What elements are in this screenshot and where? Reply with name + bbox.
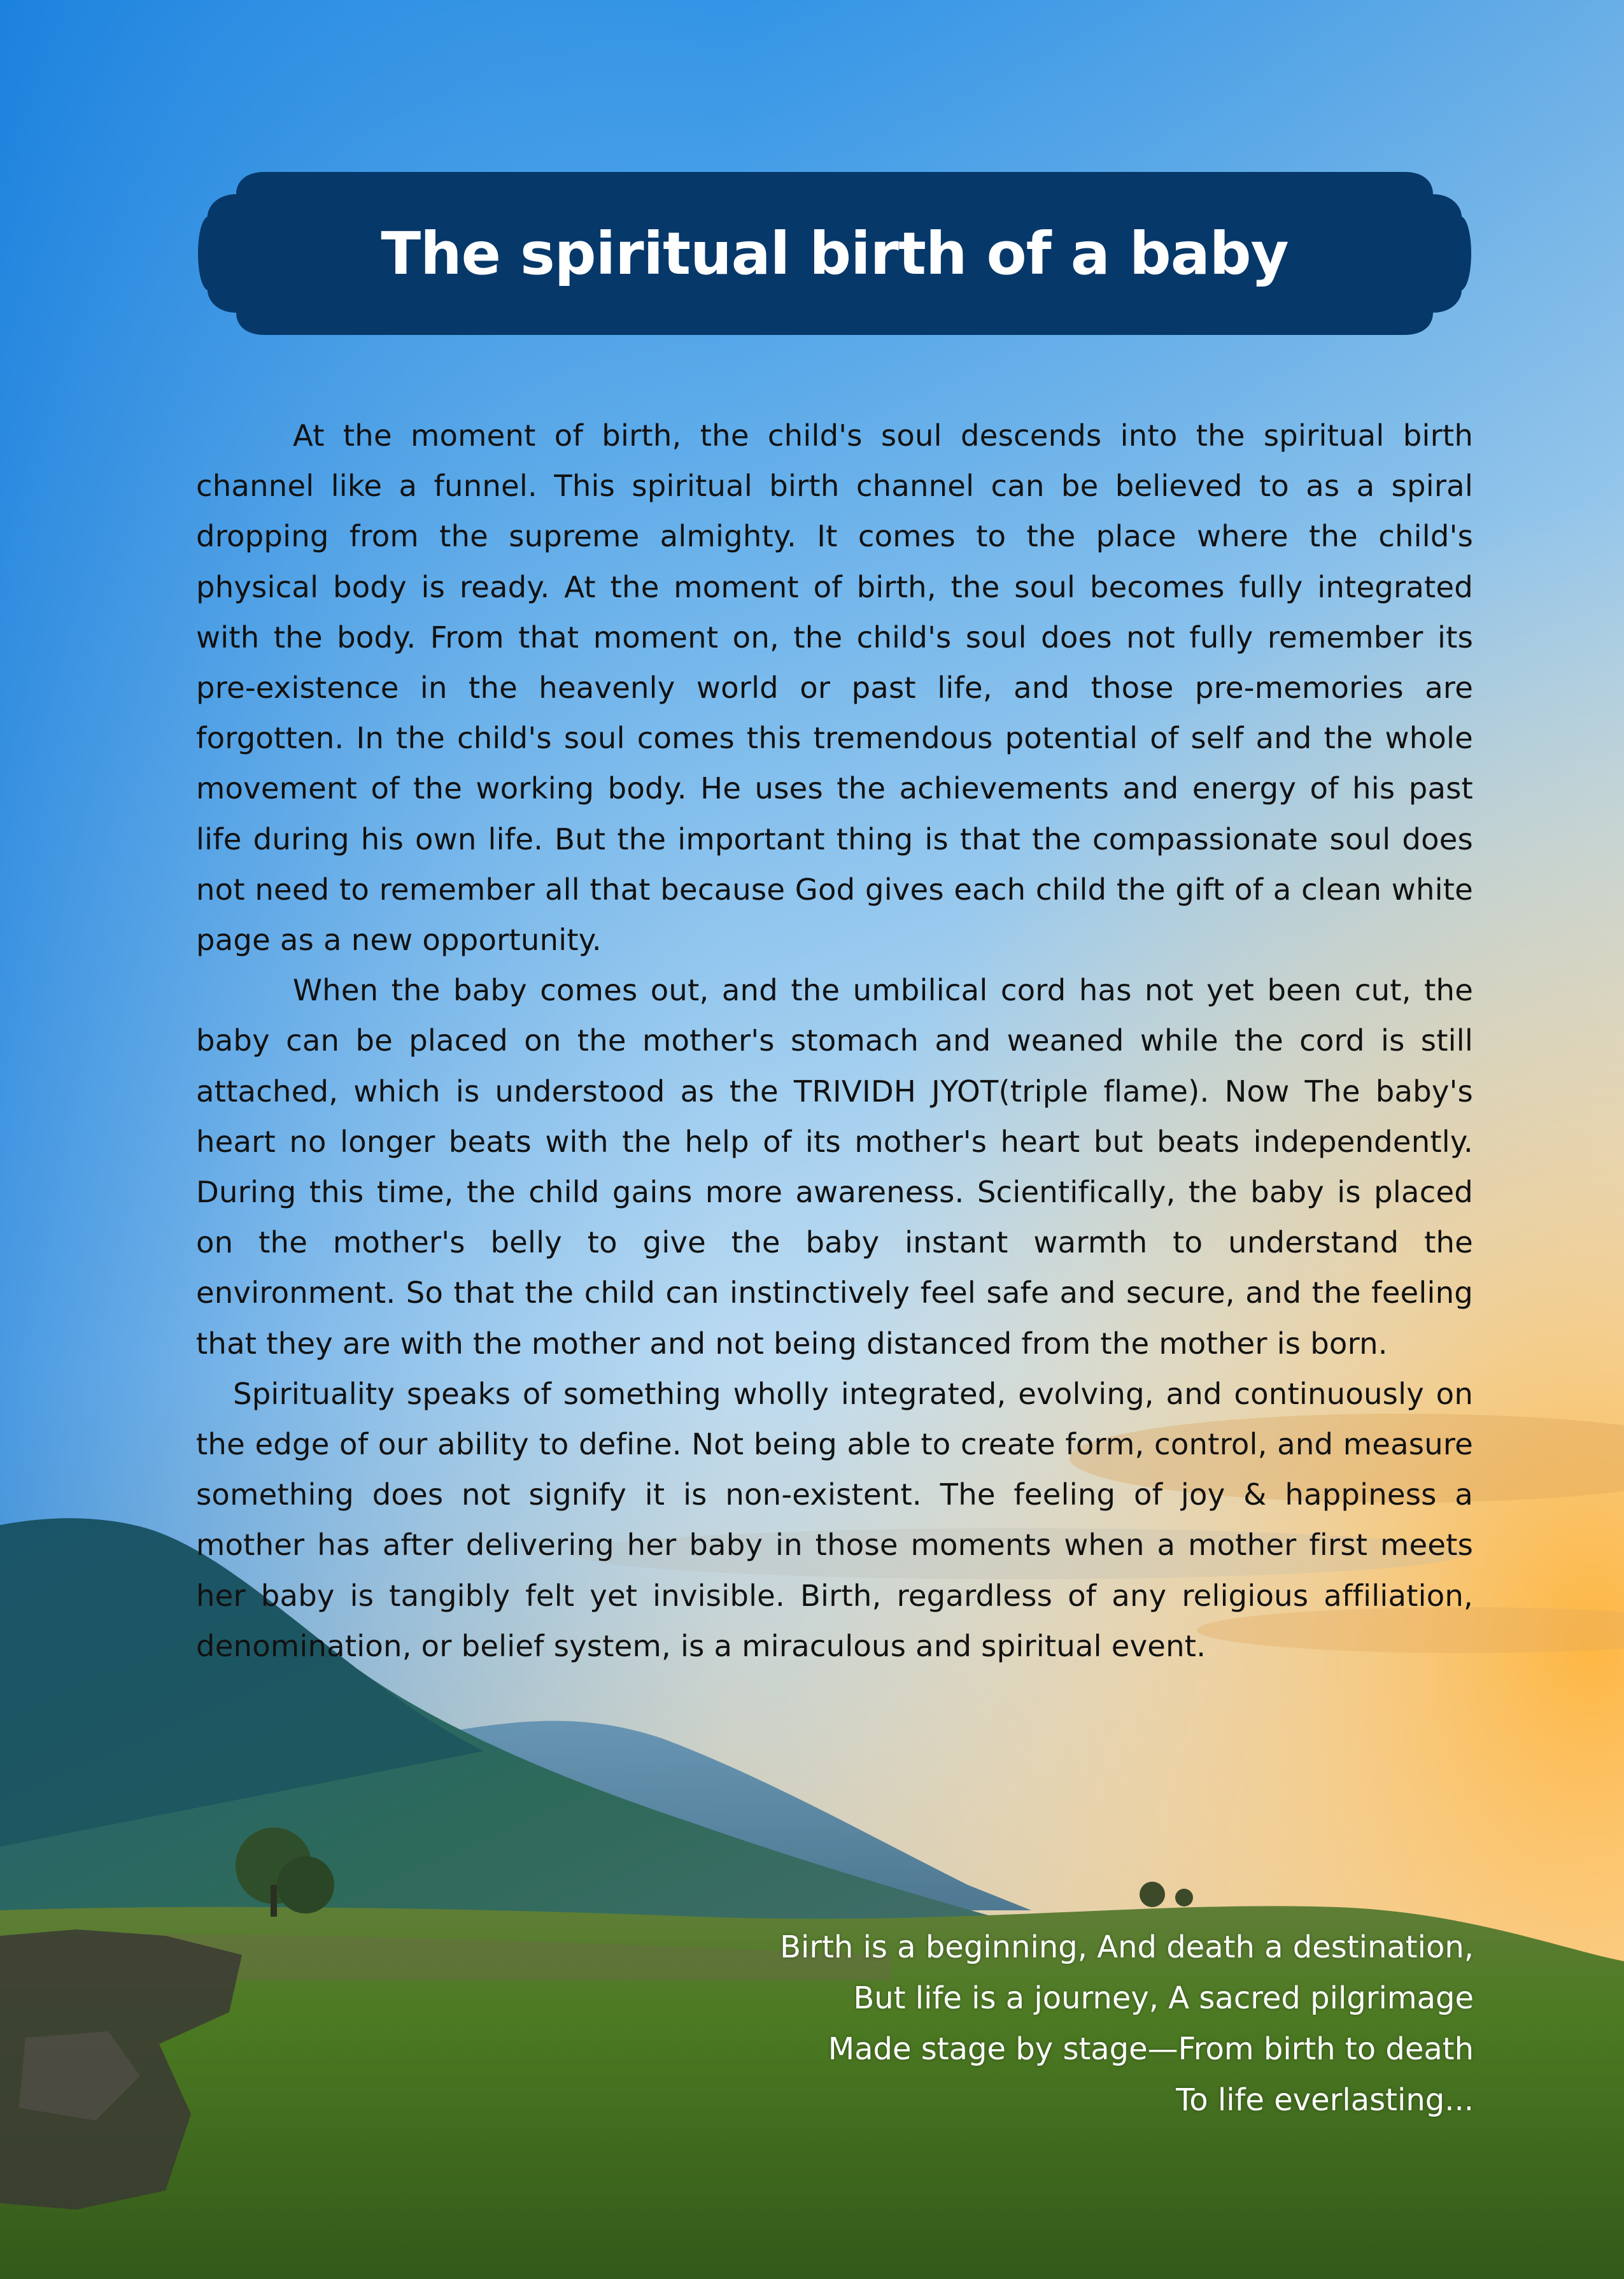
paragraph-soul-descends: At the moment of birth, the child's soul descends into the spiritual birth channel like a funnel. This spiritual birth channel can be believed to as a spiral dropping from the supreme almighty. It comes to the place where the child's physical body is ready. At the moment of birth, the soul becomes fully integrated with the body. From that moment on, the child's soul does not fully remember its pre-existence in the heavenly world or past life, and those pre-memories are forgotten. In the child's soul comes this tremendous potential of self and the whole movement of the working body. He uses the achievements and energy of his past life during his own life. But the important thing is that the compassionate soul does not need to remember all that because God gives each child the gift of a clean white page as a new opportunity. [196, 418, 1473, 958]
paragraph-umbilical-cord: When the baby comes out, and the umbilical cord has not yet been cut, the baby can be placed on the mother's stomach and weaned while the cord is still attached, which is understood as the TRIVIDH JYOT(triple flame). Now The baby's heart no longer beats with the help of its mother's heart but beats independently. During this time, the child gains more awareness. Scientifically, the baby is placed on the mother's belly to give the baby instant warmth to understand the environment. So that the child can instinctively feel safe and secure, and the feeling that they are with the mother and not being distanced from the mother is born. [196, 973, 1473, 1361]
page-title: The spiritual birth of a baby [381, 219, 1289, 288]
poem-line: Made stage by stage—From birth to death [828, 2031, 1474, 2067]
poem-line: Birth is a beginning, And death a destination, [780, 1929, 1474, 1965]
closing-poem [583, 1922, 1474, 2126]
poem-line: But life is a journey, A sacred pilgrimage [853, 1980, 1474, 2016]
paragraph-spirituality: Spirituality speaks of something wholly integrated, evolving, and continuously on the edge of our ability to define. Not being able to create form, control, and measure something does not signify it is non-existent. The feeling of joy & happiness a mother has after delivering her baby in those moments when a mother first meets her baby is tangibly felt yet invisible. Birth, regardless of any religious affiliation, denomination, or belief system, is a miraculous and spiritual event. [196, 1376, 1473, 1663]
poem-line: To life everlasting... [1176, 2082, 1474, 2118]
article-body [196, 411, 1473, 1672]
title-banner [195, 172, 1474, 335]
